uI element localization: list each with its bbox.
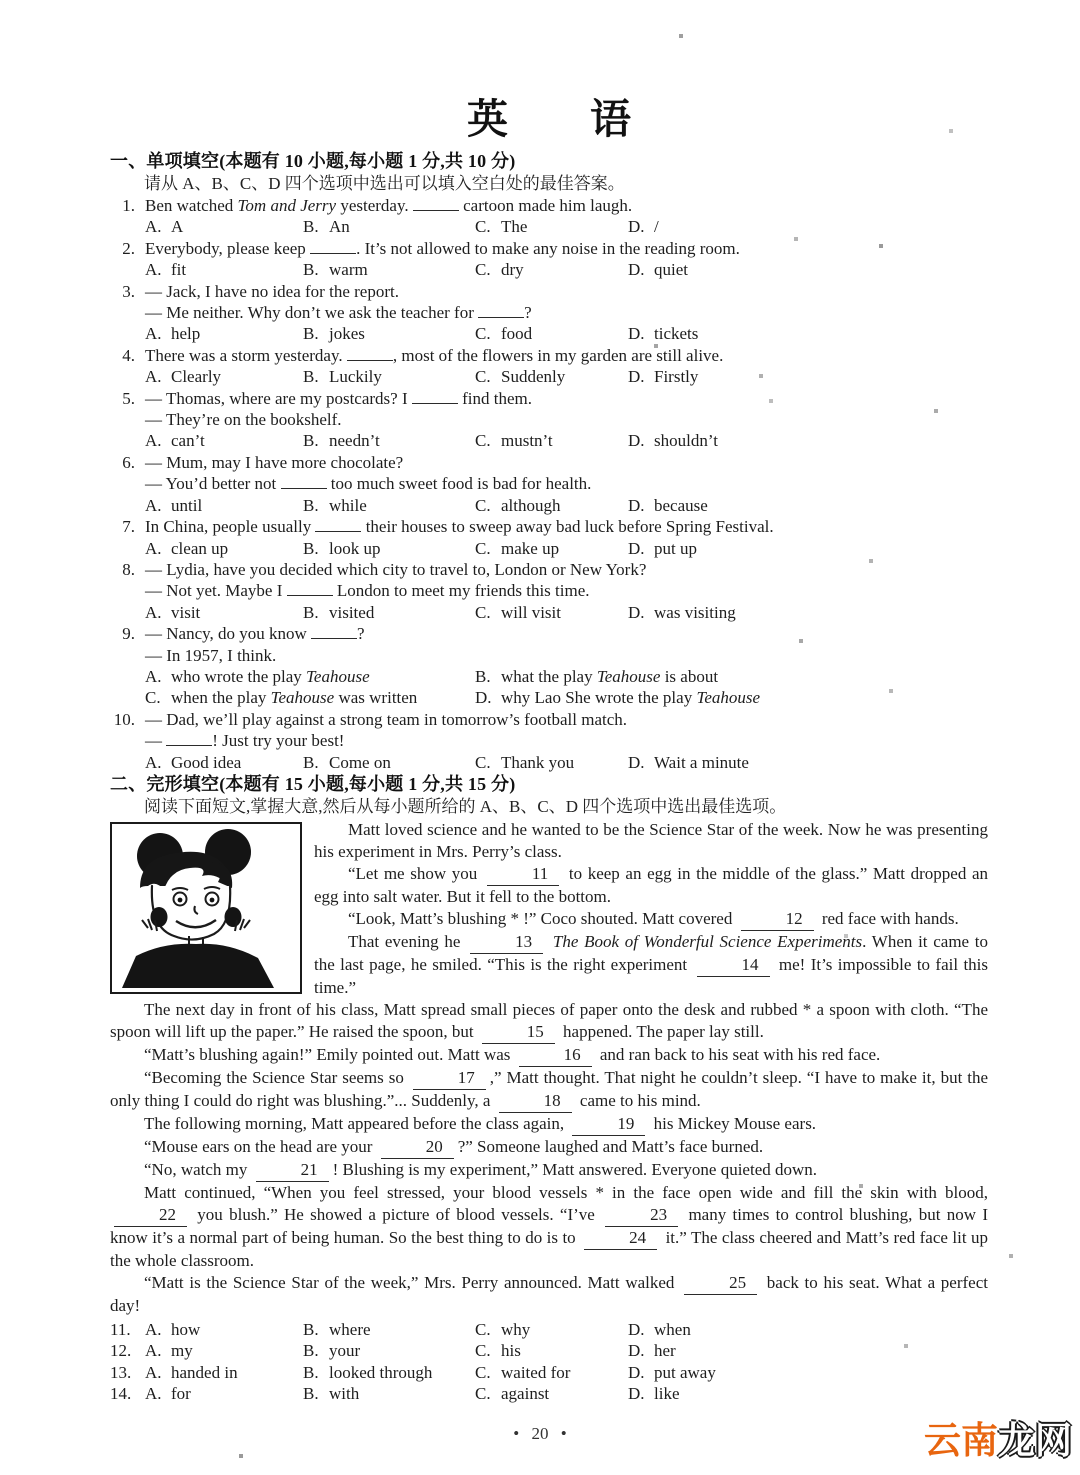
cloze-option-row xyxy=(110,1340,988,1361)
option: B. where xyxy=(303,1319,371,1339)
passage-paragraph: The next day in front of his class, Matt spread small pieces of paper onto the desk and rubbed * a spoon with cloth. “The spoon will lift up the paper.” He raised the spoon, but 15 happened. The paper lay still. xyxy=(110,999,988,1044)
option-label: A. xyxy=(145,1341,162,1361)
question-text: — Lydia, have you decided which city to travel to, London or New York? xyxy=(145,559,647,579)
option-label: B. xyxy=(303,752,319,772)
page-title: 英 语 xyxy=(467,96,631,142)
option-label: C. xyxy=(475,431,491,451)
answer-blank xyxy=(281,475,327,489)
options-row xyxy=(145,323,988,344)
option: C. The xyxy=(475,217,528,237)
option-label: D. xyxy=(628,431,645,451)
option-label: D. xyxy=(628,324,645,344)
section2-instruction: 阅读下面短文,掌握大意,然后从每小题所给的 A、B、C、D 四个选项中选出最佳选项。 xyxy=(144,796,787,816)
option-label: B. xyxy=(303,538,319,558)
option: B. An xyxy=(303,217,350,237)
options-row xyxy=(145,752,988,773)
option: B. your xyxy=(303,1341,361,1361)
option: D. tickets xyxy=(628,324,699,344)
option-label: D. xyxy=(628,1341,645,1361)
option-label: D. xyxy=(628,1362,645,1382)
cloze-option-row xyxy=(110,1383,988,1404)
answer-blank xyxy=(347,347,393,361)
option-label: B. xyxy=(303,1362,319,1382)
options-row xyxy=(145,495,988,516)
cloze-blank: 23 xyxy=(605,1204,678,1227)
option: C. waited for xyxy=(475,1362,571,1382)
question-item xyxy=(110,238,988,281)
option: C. food xyxy=(475,324,533,344)
option-label: A. xyxy=(145,1384,162,1404)
option-label: B. xyxy=(303,367,319,387)
option-label: B. xyxy=(303,602,319,622)
cloze-blank: 13 xyxy=(470,931,543,954)
page-number: • 20 • xyxy=(513,1424,567,1443)
cloze-option-number: 14. xyxy=(110,1384,132,1404)
illustration-boy-mickey-ears xyxy=(110,822,302,994)
question-text: Everybody, please keep . It’s not allowed to make any noise in the reading room. xyxy=(145,238,740,258)
question-line xyxy=(110,709,988,730)
option-label: D. xyxy=(628,260,645,280)
option-label: B. xyxy=(303,217,319,237)
question-number xyxy=(110,409,145,430)
boy-mickey-ears-drawing xyxy=(112,824,296,988)
option: B. warm xyxy=(303,260,368,280)
answer-blank xyxy=(311,625,357,639)
question-line xyxy=(110,388,988,409)
question-item xyxy=(110,195,988,238)
option-label: D. xyxy=(628,538,645,558)
option-label: D. xyxy=(628,495,645,515)
question-item xyxy=(110,388,988,452)
passage-paragraph: The following morning, Matt appeared before the class again, 19 his Mickey Mouse ears. xyxy=(110,1113,988,1136)
option-label: C. xyxy=(475,538,491,558)
question-item xyxy=(110,345,988,388)
question-line xyxy=(110,645,988,666)
question-number: 8. xyxy=(122,559,135,579)
option: B. look up xyxy=(303,538,381,558)
passage-paragraph: “Let me show you 11 to keep an egg in the middle of the glass.” Matt dropped an egg into salt water. But it fell to the bottom. xyxy=(314,863,989,906)
options-row xyxy=(145,366,988,387)
cloze-blank: 14 xyxy=(697,954,770,977)
section1-instruction: 请从 A、B、C、D 四个选项中选出可以填入空白处的最佳答案。 xyxy=(144,174,625,193)
question-text: — They’re on the bookshelf. xyxy=(145,410,342,430)
watermark-part2: 龙网 xyxy=(998,1420,1072,1461)
option: C. Suddenly xyxy=(475,367,566,387)
passage-paragraph: Matt loved science and he wanted to be the Science Star of the week. Now he was presenting his experiment in Mrs. Perry’s class. xyxy=(314,819,988,861)
single-choice-questions xyxy=(110,195,988,773)
answer-blank xyxy=(166,732,212,746)
option: A. how xyxy=(145,1319,201,1339)
option: C. when the play Teahouse was written xyxy=(145,688,418,708)
question-text: — Dad, we’ll play against a strong team in tomorrow’s football match. xyxy=(145,709,628,729)
passage-paragraph: “Matt is the Science Star of the week,” Mrs. Perry announced. Matt walked 25 back to his seat. What a perfect day! xyxy=(110,1272,988,1315)
question-number: 3. xyxy=(122,281,135,301)
option: B. needn’t xyxy=(303,431,380,451)
question-line xyxy=(110,238,988,259)
option-label: B. xyxy=(303,324,319,344)
option: D. / xyxy=(628,217,659,237)
option-label: C. xyxy=(145,688,161,708)
question-number xyxy=(110,302,145,323)
option: D. put up xyxy=(628,538,697,558)
option-label: A. xyxy=(145,1362,162,1382)
cloze-blank: 24 xyxy=(584,1227,657,1250)
option-label: A. xyxy=(145,367,162,387)
option: D. put away xyxy=(628,1362,716,1382)
option-label: B. xyxy=(303,260,319,280)
question-line xyxy=(110,452,988,473)
passage-paragraph: “Mouse ears on the head are your 20 ?” Someone laughed and Matt’s face burned. xyxy=(110,1136,988,1159)
question-text: — In 1957, I think. xyxy=(145,645,277,665)
option: C. his xyxy=(475,1341,521,1361)
question-text: — Thomas, where are my postcards? I find them. xyxy=(145,388,533,408)
cloze-blank: 18 xyxy=(499,1090,572,1113)
option-label: C. xyxy=(475,602,491,622)
cloze-blank: 16 xyxy=(519,1044,592,1067)
option-label: B. xyxy=(303,1341,319,1361)
cloze-blank: 15 xyxy=(482,1021,555,1044)
option: B. while xyxy=(303,495,367,515)
option: C. although xyxy=(475,495,561,515)
option-label: C. xyxy=(475,752,491,772)
option-label: A. xyxy=(145,217,162,237)
option-label: A. xyxy=(145,495,162,515)
option-label: D. xyxy=(628,1319,645,1339)
question-number xyxy=(110,473,145,494)
question-line xyxy=(110,730,988,751)
option: D. was visiting xyxy=(628,602,736,622)
question-number xyxy=(110,580,145,601)
cloze-option-number: 11. xyxy=(110,1319,131,1339)
option-label: C. xyxy=(475,260,491,280)
question-item xyxy=(110,623,988,709)
option: A. Clearly xyxy=(145,367,222,387)
question-text: — Not yet. Maybe I London to meet my friends this time. xyxy=(145,581,590,601)
question-number: 4. xyxy=(122,345,135,365)
option: B. looked through xyxy=(303,1362,433,1382)
answer-blank xyxy=(287,582,333,596)
passage-paragraph: That evening he 13 The Book of Wonderful Science Experiments. When it came to the last page, he smiled. “This is the right experiment 14 me! It’s impossible to fail this time.” xyxy=(314,931,989,997)
question-line xyxy=(110,580,988,601)
answer-blank xyxy=(412,390,458,404)
answer-blank xyxy=(478,304,524,318)
cloze-blank: 11 xyxy=(487,863,559,886)
question-text: Ben watched Tom and Jerry yesterday. cartoon made him laugh. xyxy=(145,196,633,215)
options-row xyxy=(145,666,988,709)
option-label: D. xyxy=(628,602,645,622)
option: C. dry xyxy=(475,260,524,280)
option-label: A. xyxy=(145,666,162,686)
cloze-option-number: 13. xyxy=(110,1362,132,1382)
question-text: — Mum, may I have more chocolate? xyxy=(145,452,404,472)
option-label: A. xyxy=(145,1319,162,1339)
question-line xyxy=(110,623,988,644)
cloze-blank: 20 xyxy=(381,1136,454,1159)
option: B. jokes xyxy=(303,324,365,344)
option: D. Firstly xyxy=(628,367,699,387)
question-text: — You’d better not too much sweet food is bad for health. xyxy=(145,474,592,494)
question-item xyxy=(110,281,988,345)
section1-heading: 一、单项填空(本题有 10 小题,每小题 1 分,共 10 分) xyxy=(110,151,516,171)
question-item xyxy=(110,709,988,773)
option: A. who wrote the play Teahouse xyxy=(145,666,370,686)
question-line xyxy=(110,409,988,430)
option: B. Come on xyxy=(303,752,391,772)
passage-paragraph: “Becoming the Science Star seems so 17 ,” Matt thought. That night he couldn’t sleep. “I have to make it, but the only thing I could do right was blushing.”... Suddenly, a 18 came to his mind. xyxy=(110,1067,988,1113)
cloze-blank: 25 xyxy=(684,1272,757,1295)
option: D. because xyxy=(628,495,708,515)
question-number xyxy=(110,645,145,666)
option: D. Wait a minute xyxy=(628,752,749,772)
passage-paragraph: “Look, Matt’s blushing * !” Coco shouted. Matt covered 12 red face with hands. xyxy=(110,908,988,931)
cloze-option-row xyxy=(110,1319,988,1340)
option-label: A. xyxy=(145,602,162,622)
option: D. like xyxy=(628,1384,680,1404)
question-line xyxy=(110,281,988,302)
option-label: B. xyxy=(303,431,319,451)
option-label: C. xyxy=(475,1341,491,1361)
question-line xyxy=(110,516,988,537)
cloze-blank: 12 xyxy=(741,908,814,931)
option: A. fit xyxy=(145,260,187,280)
cloze-passage xyxy=(110,819,988,1317)
question-number: 2. xyxy=(122,238,135,258)
option-label: D. xyxy=(628,752,645,772)
option: D. why Lao She wrote the play Teahouse xyxy=(475,688,761,708)
options-row xyxy=(145,602,988,623)
option: A. help xyxy=(145,324,201,344)
question-line xyxy=(110,345,988,366)
option: A. until xyxy=(145,495,203,515)
option: A. visit xyxy=(145,602,201,622)
option-label: D. xyxy=(628,1384,645,1404)
option: D. when xyxy=(628,1319,691,1339)
option-label: D. xyxy=(628,367,645,387)
question-number: 7. xyxy=(122,517,135,537)
option-label: D. xyxy=(475,688,492,708)
option-label: C. xyxy=(475,324,491,344)
cloze-option-number: 12. xyxy=(110,1341,132,1361)
question-number: 1. xyxy=(122,196,135,215)
option-label: A. xyxy=(145,260,162,280)
passage-paragraph: “No, watch my 21 ! Blushing is my experiment,” Matt answered. Everyone quieted down. xyxy=(110,1159,988,1182)
cloze-blank: 21 xyxy=(256,1159,329,1182)
option-label: A. xyxy=(145,324,162,344)
question-text: — Me neither. Why don’t we ask the teacher for ? xyxy=(145,303,532,323)
question-text: In China, people usually their houses to sweep away bad luck before Spring Festival. xyxy=(145,517,774,537)
option-label: C. xyxy=(475,495,491,515)
option-label: D. xyxy=(628,217,645,237)
passage-paragraph: Matt continued, “When you feel stressed, your blood vessels * in the face open wide and fill the skin with blood, 22 you blush.” He showed a picture of blood vessels. “I’ve 23 many times to control blushing, but now I know it’s a normal part of being human. So the best thing to do is to 24 it.” The class cheered and Matt’s red face lit up the whole classroom. xyxy=(110,1182,989,1270)
option-label: A. xyxy=(145,431,162,451)
option: C. make up xyxy=(475,538,560,558)
section2-heading: 二、完形填空(本题有 15 小题,每小题 1 分,共 15 分) xyxy=(110,773,516,794)
option: A. handed in xyxy=(145,1362,238,1382)
option: B. Luckily xyxy=(303,367,382,387)
option: C. will visit xyxy=(475,602,561,622)
cloze-blank: 19 xyxy=(572,1113,645,1136)
question-item xyxy=(110,452,988,516)
option-label: C. xyxy=(475,217,491,237)
options-row xyxy=(145,216,988,237)
passage-paragraph: “Matt’s blushing again!” Emily pointed out. Matt was 16 and ran back to his seat with his red face. xyxy=(110,1044,988,1067)
option-label: B. xyxy=(303,1384,319,1404)
question-number: 6. xyxy=(122,452,135,472)
cloze-options xyxy=(110,1319,988,1405)
option: D. shouldn’t xyxy=(628,431,718,451)
option: B. with xyxy=(303,1384,360,1404)
site-watermark xyxy=(924,1420,1072,1462)
option-label: A. xyxy=(145,538,162,558)
question-text: — Jack, I have no idea for the report. xyxy=(145,281,399,301)
question-text: — ! Just try your best! xyxy=(145,731,345,751)
question-text: There was a storm yesterday. , most of the flowers in my garden are still alive. xyxy=(145,345,724,365)
option: A. A xyxy=(145,217,184,237)
question-number: 9. xyxy=(122,624,135,644)
option: A. Good idea xyxy=(145,752,242,772)
option: B. what the play Teahouse is about xyxy=(475,666,719,686)
option-label: A. xyxy=(145,752,162,772)
options-row xyxy=(145,538,988,559)
option-label: B. xyxy=(475,666,491,686)
question-item xyxy=(110,516,988,559)
question-line xyxy=(110,302,988,323)
answer-blank xyxy=(310,240,356,254)
question-text: — Nancy, do you know ? xyxy=(145,624,365,644)
page-content xyxy=(110,96,988,1405)
option: C. mustn’t xyxy=(475,431,553,451)
option: B. visited xyxy=(303,602,375,622)
question-number: 5. xyxy=(122,388,135,408)
option: A. for xyxy=(145,1384,191,1404)
watermark-part1: 云南 xyxy=(924,1420,998,1461)
option: D. her xyxy=(628,1341,676,1361)
scan-speckles xyxy=(0,0,2,2)
option-label: C. xyxy=(475,1384,491,1404)
options-row xyxy=(145,430,988,451)
option: C. Thank you xyxy=(475,752,575,772)
answer-blank xyxy=(413,197,459,211)
option-label: B. xyxy=(303,1319,319,1339)
answer-blank xyxy=(315,518,361,532)
option-label: C. xyxy=(475,1362,491,1382)
option: D. quiet xyxy=(628,260,688,280)
question-number: 10. xyxy=(113,709,135,729)
cloze-blank: 22 xyxy=(114,1204,187,1227)
cloze-blank: 17 xyxy=(413,1067,486,1090)
question-line xyxy=(110,473,988,494)
question-item xyxy=(110,559,988,623)
option: A. can’t xyxy=(145,431,205,451)
option: A. clean up xyxy=(145,538,229,558)
option-label: B. xyxy=(303,495,319,515)
option: C. against xyxy=(475,1384,550,1404)
option: A. my xyxy=(145,1341,193,1361)
question-line xyxy=(110,195,988,216)
option-label: C. xyxy=(475,367,491,387)
option: C. why xyxy=(475,1319,531,1339)
question-line xyxy=(110,559,988,580)
option-label: C. xyxy=(475,1319,491,1339)
cloze-option-row xyxy=(110,1362,988,1383)
options-row xyxy=(145,259,988,280)
question-number xyxy=(110,730,145,751)
